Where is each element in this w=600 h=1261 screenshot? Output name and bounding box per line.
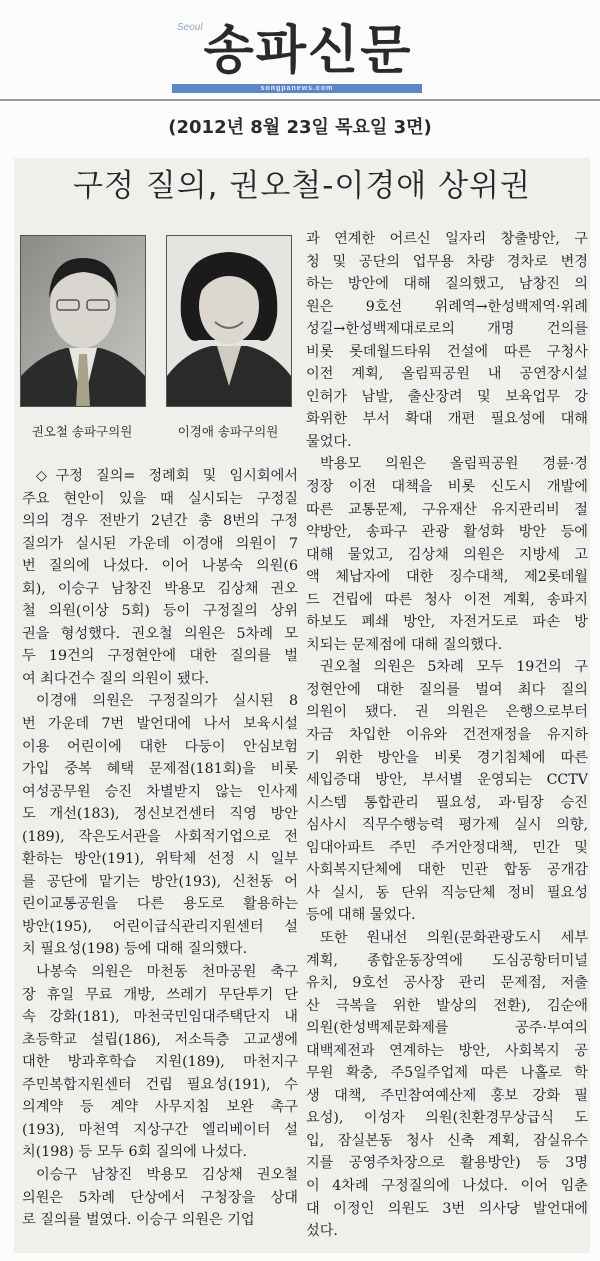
article-line: 시스템 통합관리 필요성, 과·팀장 승진 — [306, 794, 588, 811]
article-line: 원은 9호선 위례역→한성백제역·위례 — [306, 298, 588, 315]
photo-caption: 권오철 송파구의원 — [31, 424, 133, 439]
article-line: 치 필요성(198) 등에 대해 질의했다. — [22, 941, 248, 958]
article-line: 이경애 의원은 구정질의가 실시된 8 — [36, 693, 298, 710]
article-line: 하보도 폐쇄 방안, 자전거도로 파손 방 — [306, 614, 588, 631]
article-line: 주요 현안이 있을 때 실시되는 구정질 — [22, 490, 298, 507]
newspaper-logo: 송파신문 — [203, 21, 413, 81]
article-line: 이 4차례 구정질의에 나섰다. 이어 임춘 — [306, 1177, 588, 1194]
article-line: 대해 물었고, 김상채 의원은 지방세 고 — [306, 546, 588, 563]
article-line: 권오철 의원은 5차례 모두 19건의 구 — [320, 659, 588, 676]
article-paragraph — [306, 228, 588, 453]
article-line: 회), 이승구 남창진 박용모 김상채 권오 — [22, 580, 298, 597]
article-line: 철 의원(이상 5회) 등이 구정질의 상위 — [22, 603, 298, 620]
article-line: 를 공단에 맡기는 방안(193), 신천동 어 — [22, 873, 298, 890]
article-line: 지를 공영주차장으로 활용방안) 등 3명 — [306, 1155, 588, 1172]
article-line: (189), 작은도서관을 사회적기업으로 전 — [22, 828, 298, 845]
article-line: 의의 경우 전반기 2년간 총 8번의 구정 — [22, 513, 298, 530]
article-headline: 구정 질의, 권오철-이경애 상위권 — [73, 168, 531, 204]
article-line: 또한 원내선 의원(문화관광도시 세부 — [320, 929, 588, 946]
article-paragraph — [306, 927, 588, 1243]
article-line: 성길→한성백제대로로의 개명 건의를 — [306, 321, 588, 338]
article-column-right — [306, 228, 588, 1243]
article-line: 여 최다건수 질의 의원이 됐다. — [22, 670, 210, 687]
masthead-seoul: Seoul — [177, 22, 203, 33]
article-line: 박용모 의원은 올림픽공원 경륜·경 — [320, 456, 588, 473]
article-line: 심사시 직무수행능력 평가제 실시 의향, — [306, 817, 588, 834]
article-paragraph — [306, 656, 588, 927]
article-line: 로 질의를 벌였다. 이승구 의원은 기업 — [22, 1212, 255, 1229]
article-line: 액 체납자에 대한 징수대책, 제2롯데월 — [306, 569, 588, 586]
article-line: 입, 잠실본동 청사 신축 계획, 잠실유수 — [306, 1132, 588, 1149]
article-line: 린이교통공원을 다른 용도로 활용하는 — [22, 896, 298, 913]
article-column-left — [22, 465, 298, 1232]
article-line: 섰다. — [306, 1223, 338, 1240]
article-line: 이승구 남창진 박용모 김상채 권오철 — [36, 1166, 298, 1183]
article-line: 치(198) 등 모두 6회 질의에 나섰다. — [22, 1144, 247, 1161]
article-line: 초등학교 설립(186), 저소득층 고교생에 — [22, 1031, 298, 1048]
article-line: 생 대책, 주민참여예산제 홍보 강화 필 — [306, 1087, 588, 1104]
masthead-divider — [0, 99, 600, 101]
article-line: (193), 마천역 지상구간 엘리베이터 설 — [22, 1121, 298, 1138]
article-paragraph — [22, 465, 298, 690]
article-line: 여성공무원 승진 차별받지 않는 인사제 — [22, 783, 298, 800]
article-line: 의계약 등 계약 사무지침 보완 촉구 — [22, 1099, 298, 1116]
article-line: 임대아파트 주민 주거안정대책, 민간 및 — [306, 839, 588, 856]
article-line: 물었다. — [306, 433, 352, 450]
article-line: 과 연계한 어르신 일자리 창출방안, 구 — [306, 231, 588, 247]
article-line: 환하는 방안(191), 위탁체 선정 시 일부 — [22, 851, 298, 868]
article-line: 비롯 롯데월드타워 건설에 따른 구청사 — [306, 343, 588, 360]
article-line: 화위한 부서 확대 개편 필요성에 대해 — [306, 411, 588, 428]
photo-caption: 이경애 송파구의원 — [177, 424, 279, 439]
article-line: 정현안에 대한 질의를 벌여 최다 질의 — [306, 681, 588, 698]
article-line: 하는 방안에 대해 질의했고, 남창진 의 — [306, 276, 588, 293]
article-line: 두 19건의 구정현안에 대한 질의를 벌 — [22, 648, 298, 665]
article-line: 인허가 남발, 출산장려 및 보육업무 강 — [306, 388, 588, 405]
article-line: 드 건립에 따른 청사 이전 계획, 송파지 — [306, 591, 588, 608]
article-line: 장 휴일 무료 개방, 쓰레기 무단투기 단 — [22, 986, 298, 1003]
article-line: 사회복지단체에 대한 민관 합동 공개감 — [306, 862, 588, 879]
article-line: 대한 방과후학습 지원(189), 마천지구 — [22, 1054, 298, 1071]
article-line: 따른 교통문제, 구유재산 유지관리비 절 — [306, 501, 588, 518]
article-line: 방안(195), 어린이급식관리지원센터 설 — [22, 918, 298, 935]
article-line: 의원(한성백제문화제를 공주·부여의 — [306, 1020, 588, 1037]
article-line: 청 및 공단의 업무용 차량 경차로 변경 — [306, 253, 588, 270]
article-line: 기 위한 방안을 비롯 경기침체에 따른 — [306, 749, 588, 766]
photo-lee-kyungae — [166, 235, 292, 407]
article-line: 약방안, 송파구 관광 활성화 방안 등에 — [306, 524, 588, 541]
article-line: 번 질의에 나섰다. 이어 나봉숙 의원(6 — [22, 558, 298, 575]
article-paragraph — [22, 690, 298, 961]
article-line: 등에 대해 물었다. — [306, 907, 416, 924]
article-line: 자금 차입한 이유와 건전재정을 유지하 — [306, 727, 588, 744]
article-line: 무원 확충, 주5일주업제 따른 나홀로 학 — [306, 1065, 588, 1082]
dateline: (2012년 8월 23일 목요일 3면) — [168, 117, 432, 138]
article-line: 세입증대 방안, 부서별 운영되는 CCTV — [306, 772, 588, 789]
article-line: 주민복합지원센터 건립 필요성(191), 수 — [22, 1076, 298, 1093]
article-line: 이용 어린이에 대한 다둥이 안심보험 — [22, 738, 298, 755]
article-line: 계획, 종합운동장역에 도심공항터미널 — [306, 952, 588, 969]
photo-kwon-ohcheol — [20, 235, 146, 407]
article-line: 사 실시, 동 단위 직능단체 정비 필요성 — [306, 884, 588, 901]
article-line: 정장 이전 대책을 비롯 신도시 개발에 — [306, 479, 588, 496]
article-line: 대백제전과 연계하는 방안, 사회복지 공 — [306, 1042, 588, 1059]
masthead-url: songpanews.com — [172, 84, 422, 93]
article-line: 치되는 문제점에 대해 질의했다. — [306, 636, 503, 653]
article-line: ◇구정 질의= 정례회 및 임시회에서 — [36, 468, 298, 484]
masthead — [0, 0, 600, 100]
article-line: 대 이정인 의원도 3번 의사당 발언대에 — [306, 1200, 588, 1217]
article-line: 질의가 실시된 가운데 이경애 의원이 7 — [22, 535, 298, 552]
article-line: 가입 중복 혜택 문제점(181회)을 비롯 — [22, 761, 298, 778]
article-paragraph — [22, 961, 298, 1164]
article-line: 요성), 이성자 의원(친환경무상급식 도 — [306, 1110, 588, 1127]
article-line: 의원은 5차례 단상에서 구청장을 상대 — [22, 1189, 298, 1206]
article-line: 권을 형성했다. 권오철 의원은 5차례 모 — [22, 625, 298, 642]
article-line: 번 가운데 7번 발언대에 나서 보육시설 — [22, 716, 298, 733]
article-line: 속 강화(181), 마천국민임대주택단지 내 — [22, 1009, 298, 1026]
article-line: 이전 계획, 올림픽공원 내 공연장시설 — [306, 366, 588, 383]
article-line: 산 극복을 위한 발상의 전환), 김순애 — [306, 997, 588, 1014]
article-line: 유치, 9호선 공사장 관리 문제점, 저출 — [306, 975, 588, 992]
article-paragraph — [22, 1164, 298, 1232]
article-paragraph — [306, 453, 588, 656]
article-line: 나봉숙 의원은 마천동 천마공원 축구 — [36, 964, 298, 981]
article-line: 의원이 됐다. 권 의원은 은행으로부터 — [306, 704, 588, 721]
article-line: 도 개선(183), 정신보건센터 직영 방안 — [22, 806, 298, 823]
